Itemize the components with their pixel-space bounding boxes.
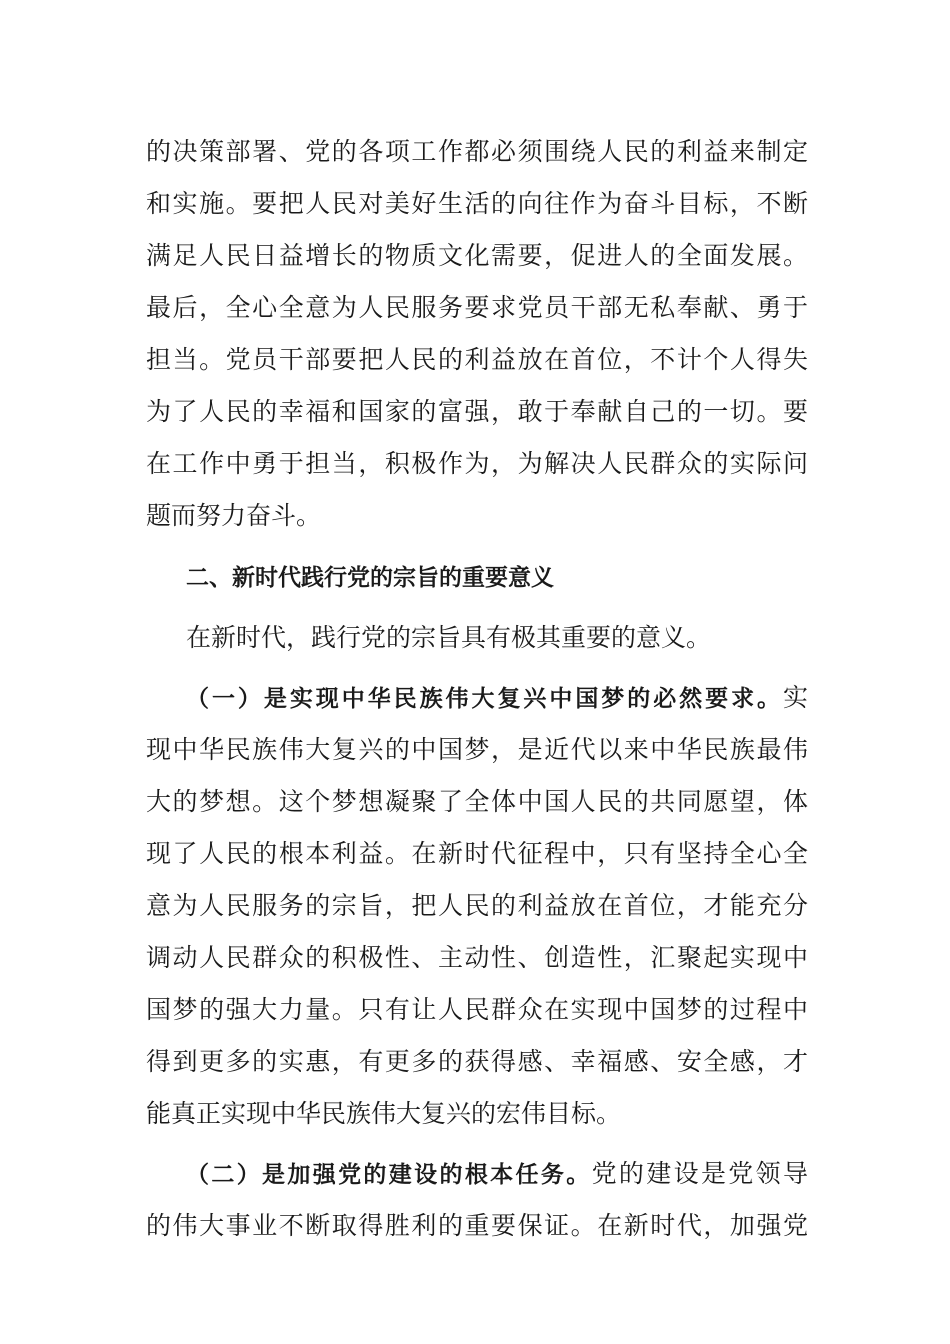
text-line: 的决策部署、党的各项工作都必须围绕人民的利益来制定 [146,137,808,166]
text-line: 意为人民服务的宗旨，把人民的利益放在首位，才能充分 [146,891,808,920]
text-line: 得到更多的实惠，有更多的获得感、幸福感、安全感，才 [146,1047,808,1076]
item-one-lead: （一）是实现中华民族伟大复兴中国梦的必然要求。 [186,686,783,712]
text-line: 满足人民日益增长的物质文化需要，促进人的全面发展。 [146,241,808,270]
item-one-paragraph [146,672,808,1140]
text-line: 题而努力奋斗。 [146,501,322,530]
item-two-lead: （二）是加强党的建设的根本任务。 [186,1162,592,1188]
text-line: 能真正实现中华民族伟大复兴的宏伟目标。 [146,1099,622,1128]
text-line: 大的梦想。这个梦想凝聚了全体中国人民的共同愿望，体 [146,787,808,816]
paragraph-continuation [146,126,808,542]
text-line: 最后，全心全意为人民服务要求党员干部无私奉献、勇于 [146,293,808,322]
item-two-first-line-rest: 党的建设是党领导 [591,1159,808,1188]
text-line: 的伟大事业不断取得胜利的重要保证。在新时代，加强党 [146,1211,808,1240]
text-line: 现了人民的根本利益。在新时代征程中，只有坚持全心全 [146,839,808,868]
text-line: 和实施。要把人民对美好生活的向往作为奋斗目标，不断 [146,189,808,218]
item-one-first-line [146,672,808,724]
item-two-paragraph [146,1148,808,1252]
text-line: 现中华民族伟大复兴的中国梦，是近代以来中华民族最伟 [146,735,808,764]
text-line: 国梦的强大力量。只有让人民群众在实现中国梦的过程中 [146,995,808,1024]
text-line: 担当。党员干部要把人民的利益放在首位，不计个人得失 [146,345,808,374]
text-line: 在工作中勇于担当，积极作为，为解决人民群众的实际问 [146,449,808,478]
section-heading: 二、新时代践行党的宗旨的重要意义 [186,565,554,591]
section-intro: 在新时代，践行党的宗旨具有极其重要的意义。 [186,623,712,652]
text-line: 调动人民群众的积极性、主动性、创造性，汇聚起实现中 [146,943,808,972]
document-page [146,126,808,1252]
text-line: 为了人民的幸福和国家的富强，敢于奉献自己的一切。要 [146,397,808,426]
item-two-first-line [146,1148,808,1200]
item-one-first-line-rest: 实 [782,683,808,712]
